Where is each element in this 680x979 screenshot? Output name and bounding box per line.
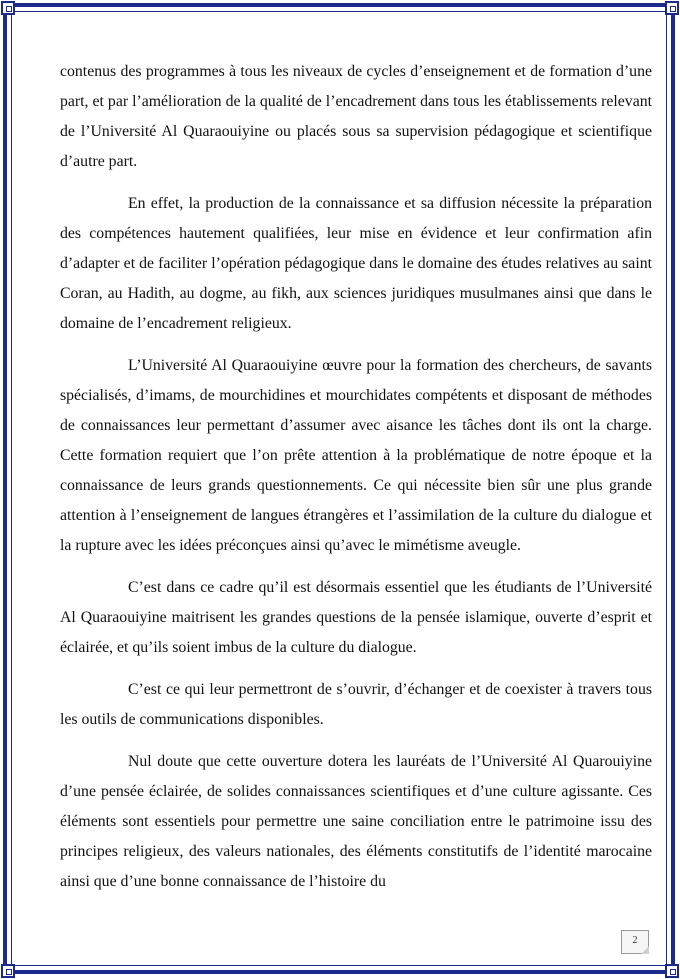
- paragraph: contenus des programmes à tous les niveaux de cycles d’enseignement et de formation d’une part, et par l’amélioration de la qualité de l’encadrement dans tous les établissements relevant de l’Université Al Quaraouiyine ou placés sous sa supervision pédagogique et scientifique d’autre part.: [60, 63, 652, 170]
- corner-ornament-top-left: [1, 1, 15, 15]
- corner-ornament-top-right: [665, 1, 679, 15]
- corner-ornament-bottom-left: [1, 964, 15, 978]
- corner-ornament-bottom-right: [665, 964, 679, 978]
- paragraph: En effet, la production de la connaissance et sa diffusion nécessite la préparation des compétences hautement qualifiées, leur mise en évidence et leur confirmation afin d’adapter et de faciliter l’opération pédagogique dans le domaine des études relatives au saint Coran, au Hadith, au dogme, au fikh, aux sciences juridiques musulmanes ainsi que dans le domaine de l’encadrement religieux.: [60, 195, 652, 332]
- paragraph: L’Université Al Quaraouiyine œuvre pour la formation des chercheurs, de savants spécialisés, d’imams, de mourchidines et mourchidates compétents et disposant de méthodes de connaissances leur permettant d’assumer avec aisance les tâches dont ils ont la charge. Cette formation requiert que l’on prête attention à la problématique de notre époque et la connaissance de leurs grands questionnements. Ce qui nécessite bien sûr une plus grande attention à l’enseignement de langues étrangères et l’assimilation de la culture du dialogue et la rupture avec les idées préconçues ainsi qu’avec le mimétisme aveugle.: [60, 357, 652, 554]
- paragraph: C’est dans ce cadre qu’il est désormais essentiel que les étudiants de l’Université Al Quaraouiyine maitrisent les grandes questions de la pensée islamique, ouverte d’esprit et éclairée, et qu’ils soient imbus de la culture du dialogue.: [60, 579, 652, 656]
- page-number: 2: [621, 930, 649, 954]
- paragraph: Nul doute que cette ouverture dotera les lauréats de l’Université Al Quarouiyine d’une pensée éclairée, de solides connaissances scientifiques et d’une culture agissante. Ces éléments sont essentiels pour permettre une saine conciliation entre le patrimoine issu des principes religieux, des valeurs nationales, des éléments constitutifs de l’identité marocaine ainsi que d’une bonne connaissance de l’histoire du: [60, 753, 652, 890]
- document-body: [60, 57, 652, 909]
- paragraph: C’est ce qui leur permettront de s’ouvrir, d’échanger et de coexister à travers tous les outils de communications disponibles.: [60, 681, 652, 728]
